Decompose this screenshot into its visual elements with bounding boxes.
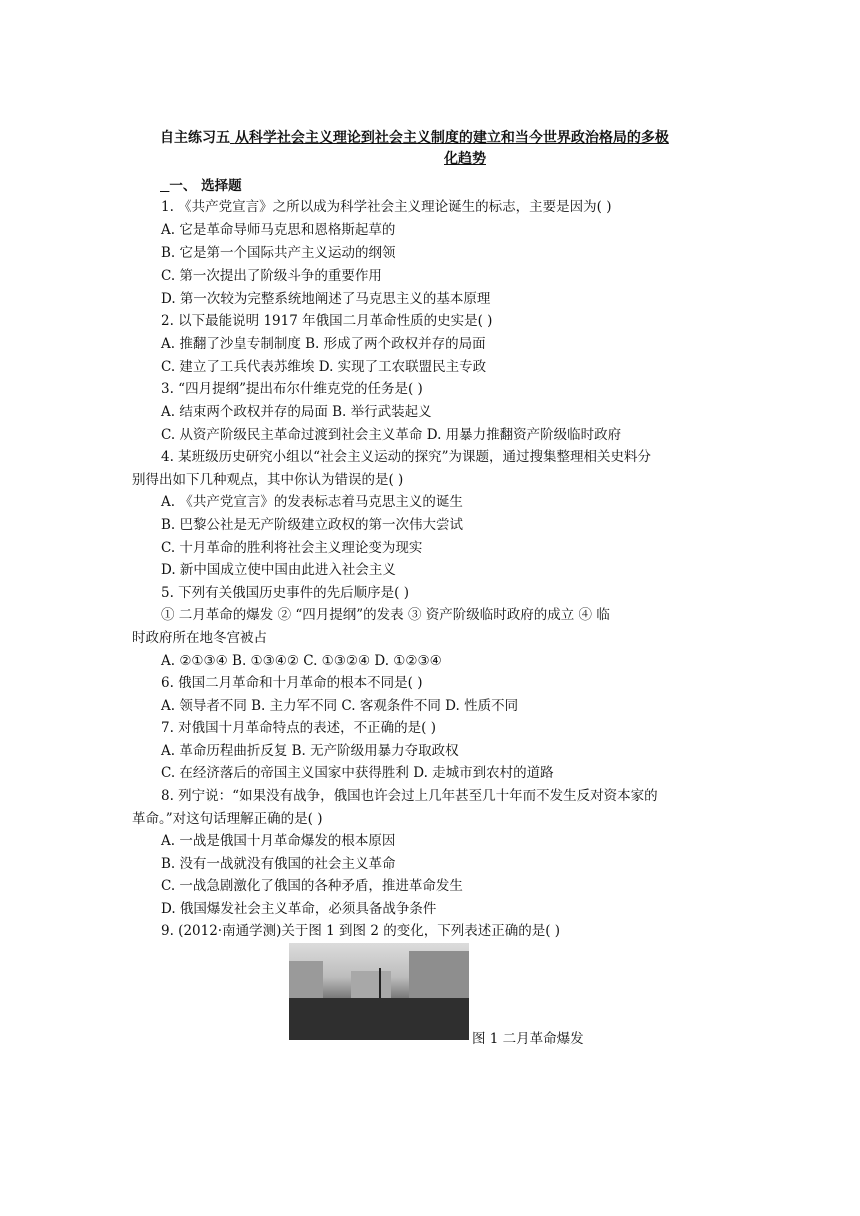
q8-option-c: C. 一战急剧激化了俄国的各种矛盾，推进革命发生: [161, 878, 463, 894]
q1-option-d: D. 第一次较为完整系统地阐述了马克思主义的基本原理: [161, 291, 491, 307]
q8-option-b: B. 没有一战就没有俄国的社会主义革命: [161, 856, 396, 872]
title-subject-cont: 化趋势: [444, 151, 486, 167]
q3-options-ab: A. 结束两个政权并存的局面 B. 举行武装起义: [161, 404, 432, 420]
q1-stem: 1. 《共产党宣言》之所以成为科学社会主义理论诞生的标志，主要是因为( ): [161, 199, 612, 215]
q8-stem: 8. 列宁说：“如果没有战争，俄国也许会过上几年甚至几十年而不发生反对资本家的: [161, 788, 658, 804]
title-subject: 从科学社会主义理论到社会主义制度的建立和当今世界政治格局的多极: [234, 130, 669, 146]
q3-stem: 3. “四月提纲”提出布尔什维克党的任务是( ): [161, 381, 423, 397]
q1-option-c: C. 第一次提出了阶级斗争的重要作用: [161, 268, 382, 284]
q1-option-a: A. 它是革命导师马克思和恩格斯起草的: [161, 222, 396, 238]
q8-stem-cont: 革命。”对这句话理解正确的是( ): [132, 811, 323, 827]
section-heading: 一、 选择题: [169, 178, 242, 194]
title-head: 自主练习五: [160, 130, 230, 146]
q8-option-d: D. 俄国爆发社会主义革命，必须具备战争条件: [161, 901, 437, 917]
q4-option-b: B. 巴黎公社是无产阶级建立政权的第一次伟大尝试: [161, 517, 464, 533]
q4-option-a: A. 《共产党宣言》的发表标志着马克思主义的诞生: [161, 494, 463, 510]
q1-option-b: B. 它是第一个国际共产主义运动的纲领: [161, 245, 396, 261]
q6-stem: 6. 俄国二月革命和十月革命的根本不同是( ): [161, 675, 423, 691]
q9-stem: 9. (2012·南通学测)关于图 1 到图 2 的变化，下列表述正确的是( ): [161, 923, 561, 939]
q4-stem: 4. 某班级历史研究小组以“社会主义运动的探究”为课题，通过搜集整理相关史料分: [161, 449, 651, 465]
q7-stem: 7. 对俄国十月革命特点的表述，不正确的是( ): [161, 720, 436, 736]
q7-options-ab: A. 革命历程曲折反复 B. 无产阶级用暴力夺取政权: [161, 743, 459, 759]
figure-1-caption: 图 1 二月革命爆发: [472, 1031, 584, 1047]
q2-stem: 2. 以下最能说明 1917 年俄国二月革命性质的史实是( ): [161, 313, 493, 329]
q2-options-cd: C. 建立了工兵代表苏维埃 D. 实现了工农联盟民主专政: [161, 359, 487, 375]
q5-options: A. ②①③④ B. ①③④② C. ①③②④ D. ①②③④: [161, 653, 442, 669]
q3-options-cd: C. 从资产阶级民主革命过渡到社会主义革命 D. 用暴力推翻资产阶级临时政府: [161, 427, 622, 443]
exercise-title: [160, 128, 740, 170]
q6-options: A. 领导者不同 B. 主力军不同 C. 客观条件不同 D. 性质不同: [161, 698, 519, 714]
q8-option-a: A. 一战是俄国十月革命爆发的根本原因: [161, 833, 396, 849]
figure-1-photo: [289, 943, 469, 1040]
q4-stem-cont: 别得出如下几种观点，其中你认为错误的是( ): [132, 472, 404, 488]
q5-events: ① 二月革命的爆发 ② “四月提纲”的发表 ③ 资产阶级临时政府的成立 ④ 临: [161, 607, 610, 623]
q5-events-cont: 时政府所在地冬宫被占: [132, 630, 267, 646]
q5-stem: 5. 下列有关俄国历史事件的先后顺序是( ): [161, 585, 409, 601]
q4-option-c: C. 十月革命的胜利将社会主义理论变为现实: [161, 540, 423, 556]
q2-options-ab: A. 推翻了沙皇专制制度 B. 形成了两个政权并存的局面: [161, 336, 486, 352]
q4-option-d: D. 新中国成立使中国由此进入社会主义: [161, 562, 396, 578]
q7-options-cd: C. 在经济落后的帝国主义国家中获得胜利 D. 走城市到农村的道路: [161, 765, 554, 781]
